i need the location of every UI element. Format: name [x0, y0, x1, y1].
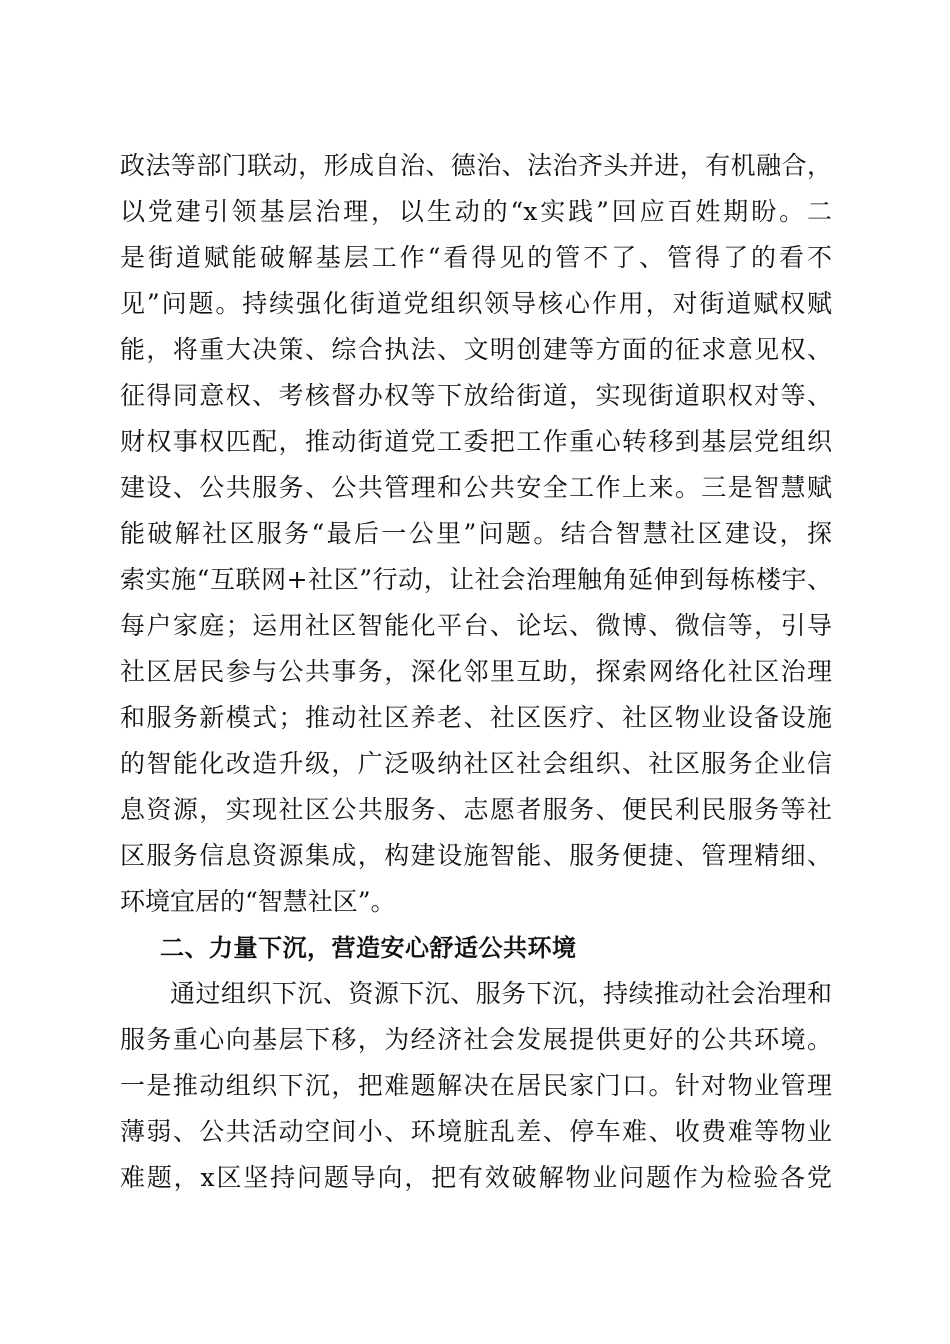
paragraph-line: 索实施“互联网+社区”行动，让社会治理触角延伸到每栋楼宇、 [120, 565, 832, 594]
paragraph-line: 区服务信息资源集成，构建设施智能、服务便捷、管理精细、 [120, 841, 832, 870]
paragraph-line: 服务重心向基层下移，为经济社会发展提供更好的公共环境。 [120, 1025, 832, 1054]
paragraph-line: 是街道赋能破解基层工作“看得见的管不了、管得了的看不 [120, 243, 832, 272]
paragraph-line: 征得同意权、考核督办权等下放给街道，实现街道职权对等、 [120, 381, 832, 410]
paragraph-line: 社区居民参与公共事务，深化邻里互助，探索网络化社区治理 [120, 657, 832, 686]
paragraph-line: 财权事权匹配，推动街道党工委把工作重心转移到基层党组织 [120, 427, 832, 456]
paragraph-line: 一是推动组织下沉，把难题解决在居民家门口。针对物业管理 [120, 1071, 832, 1100]
paragraph-line: 环境宜居的“智慧社区”。 [120, 887, 396, 916]
paragraph-line: 以党建引领基层治理，以生动的“x实践”回应百姓期盼。二 [120, 197, 832, 226]
paragraph-line: 见”问题。持续强化街道党组织领导核心作用，对街道赋权赋 [120, 289, 832, 318]
paragraph-line: 息资源，实现社区公共服务、志愿者服务、便民利民服务等社 [120, 795, 832, 824]
section-heading: 二、力量下沉，营造安心舒适公共环境 [160, 934, 577, 962]
paragraph-line: 的智能化改造升级，广泛吸纳社区社会组织、社区服务企业信 [120, 749, 832, 778]
paragraph-line: 通过组织下沉、资源下沉、服务下沉，持续推动社会治理和 [170, 979, 832, 1008]
paragraph-line: 能，将重大决策、综合执法、文明创建等方面的征求意见权、 [120, 335, 832, 364]
paragraph-line: 建设、公共服务、公共管理和公共安全工作上来。三是智慧赋 [120, 473, 832, 502]
paragraph-line: 政法等部门联动，形成自治、德治、法治齐头并进，有机融合， [120, 151, 832, 180]
paragraph-line: 和服务新模式；推动社区养老、社区医疗、社区物业设备设施 [120, 703, 832, 732]
paragraph-line: 每户家庭；运用社区智能化平台、论坛、微博、微信等，引导 [120, 611, 832, 640]
paragraph-line: 能破解社区服务“最后一公里”问题。结合智慧社区建设，探 [120, 519, 832, 548]
paragraph-line: 薄弱、公共活动空间小、环境脏乱差、停车难、收费难等物业 [120, 1117, 832, 1146]
paragraph-line: 难题，x区坚持问题导向，把有效破解物业问题作为检验各党 [120, 1163, 832, 1192]
